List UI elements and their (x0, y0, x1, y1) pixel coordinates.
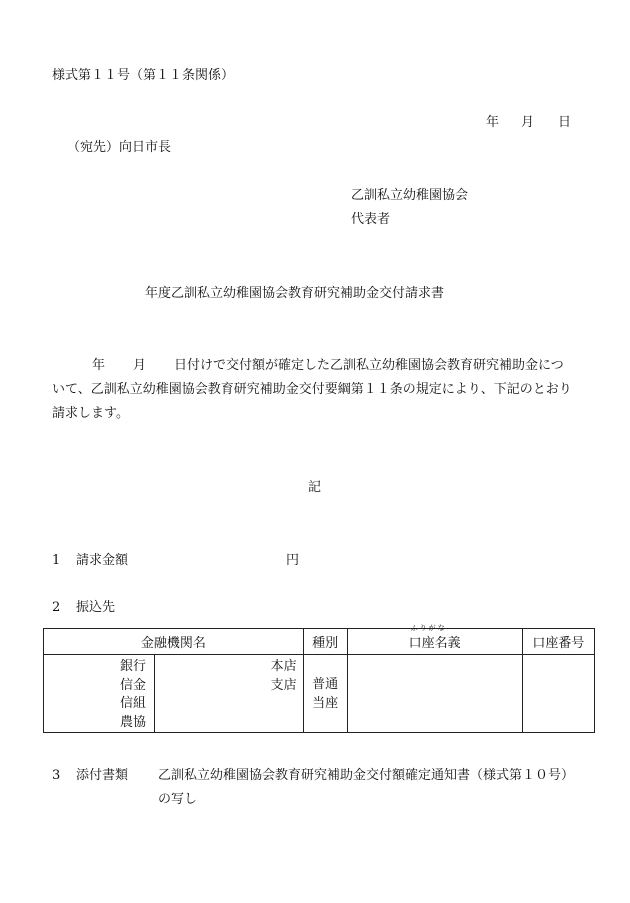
account-type-cell[interactable] (303, 655, 347, 733)
document-title: 年度乙訓私立幼稚園協会教育研究補助金交付請求書 (145, 286, 445, 301)
institution-cell[interactable] (44, 655, 155, 733)
item-3-text: 乙訓私立幼稚園協会教育研究補助金交付額確定通知書（様式第１０号） (158, 768, 575, 783)
account-name-label: 口座名義 (408, 636, 461, 651)
account-name-ruby-wrap (408, 624, 461, 651)
bank-table-header (44, 629, 595, 655)
bank-table (43, 624, 595, 733)
date-day-label: 日 (558, 115, 572, 130)
institution-shinkumi: 信組 (119, 696, 146, 711)
item-2-number: 2 (52, 600, 61, 615)
item-3-number: 3 (52, 768, 61, 783)
date-year-label: 年 (486, 115, 500, 130)
form-number: 様式第１１号（第１１条関係） (52, 68, 235, 83)
bank-table-row (44, 655, 595, 733)
branch-cell[interactable] (155, 655, 304, 733)
body-line-3: 請求します。 (52, 406, 129, 421)
body-paragraph (52, 354, 592, 426)
account-name-ruby: ふりがな (410, 624, 447, 632)
item-2-label: 振込先 (76, 600, 116, 615)
account-type-current: 当座 (312, 695, 339, 711)
item-3-text-cont: の写し (158, 792, 198, 807)
addressee: （宛先）向日市長 (67, 140, 172, 155)
date-line (486, 111, 571, 130)
header-account-number: 口座番号 (522, 629, 594, 655)
institution-shinkin: 信金 (119, 677, 146, 693)
header-institution: 金融機関名 (44, 629, 304, 655)
header-account-name (347, 624, 522, 655)
institution-nokyo: 農協 (119, 714, 146, 730)
applicant-org: 乙訓私立幼稚園協会 (351, 188, 469, 203)
date-month-label: 月 (521, 115, 535, 130)
item-1-number: 1 (52, 553, 61, 568)
branch-head-office: 本店 (270, 659, 297, 674)
item-2 (52, 596, 115, 615)
account-name-cell[interactable] (347, 655, 522, 733)
item-3-label: 添付書類 (76, 768, 129, 783)
item-3 (52, 764, 128, 783)
account-number-cell[interactable] (522, 655, 594, 733)
branch-branch: 支店 (270, 677, 297, 693)
institution-bank: 銀行 (119, 659, 146, 674)
body-line-1 (52, 354, 592, 378)
item-1 (52, 549, 128, 568)
account-type-ordinary: 普通 (312, 677, 339, 692)
body-year: 年 (92, 358, 106, 373)
yen-label: 円 (286, 553, 300, 568)
body-line1-rest: 日付けで交付額が確定した乙訓私立幼稚園協会教育研究補助金につ (174, 358, 564, 373)
item-1-label: 請求金額 (76, 553, 129, 568)
body-month: 月 (133, 358, 147, 373)
applicant-representative: 代表者 (351, 212, 391, 227)
header-type: 種別 (303, 629, 347, 655)
ki-heading: 記 (308, 480, 322, 495)
body-line-2: いて、乙訓私立幼稚園協会教育研究補助金交付要綱第１１条の規定により、下記のとおり (52, 382, 572, 397)
